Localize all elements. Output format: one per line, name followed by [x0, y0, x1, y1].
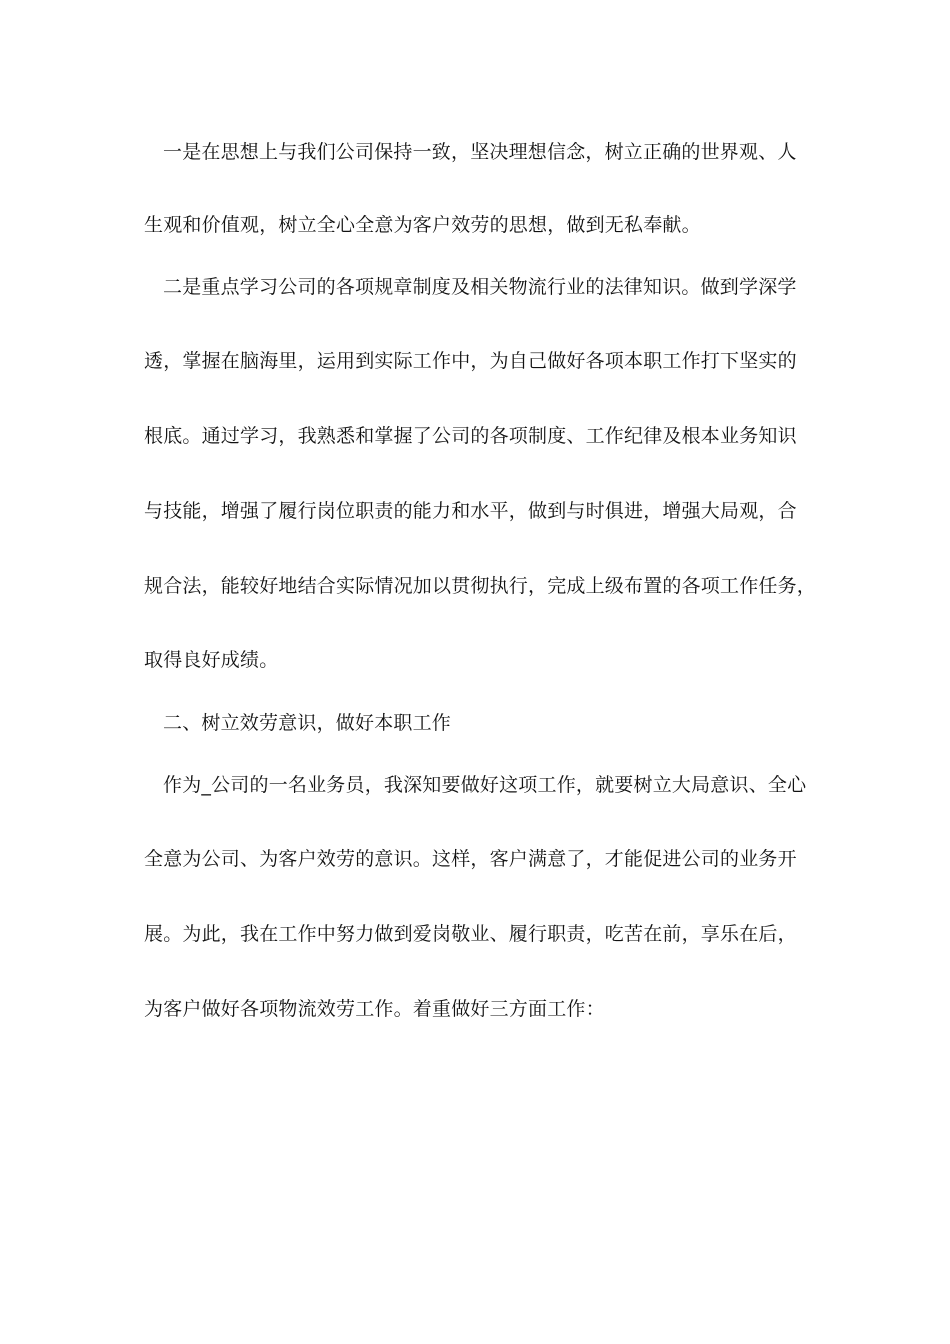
paragraph-line: 生观和价值观，树立全心全意为客户效劳的思想，做到无私奉献。 — [144, 214, 701, 236]
paragraph-line: 全意为公司、为客户效劳的意识。这样，客户满意了，才能促进公司的业务开 — [144, 848, 797, 870]
paragraph-line: 透，掌握在脑海里，运用到实际工作中，为自己做好各项本职工作打下坚实的 — [144, 350, 797, 372]
paragraph-line: 规合法，能较好地结合实际情况加以贯彻执行，完成上级布置的各项工作任务， — [144, 575, 817, 597]
paragraph-line: 根底。通过学习，我熟悉和掌握了公司的各项制度、工作纪律及根本业务知识 — [144, 425, 797, 447]
paragraph-line: 为客户做好各项物流效劳工作。着重做好三方面工作： — [144, 998, 605, 1020]
paragraph-line: 取得良好成绩。 — [144, 649, 279, 671]
section-heading: 二、树立效劳意识，做好本职工作 — [163, 712, 452, 734]
paragraph-line: 与技能，增强了履行岗位职责的能力和水平，做到与时俱进，增强大局观，合 — [144, 500, 797, 522]
paragraph-line: 展。为此，我在工作中努力做到爱岗敬业、履行职责，吃苦在前，享乐在后， — [144, 923, 797, 945]
paragraph-line: 作为_公司的一名业务员，我深知要做好这项工作，就要树立大局意识、全心 — [163, 774, 807, 796]
paragraph-line: 一是在思想上与我们公司保持一致，坚决理想信念，树立正确的世界观、人 — [163, 141, 797, 163]
paragraph-line: 二是重点学习公司的各项规章制度及相关物流行业的法律知识。做到学深学 — [163, 276, 797, 298]
